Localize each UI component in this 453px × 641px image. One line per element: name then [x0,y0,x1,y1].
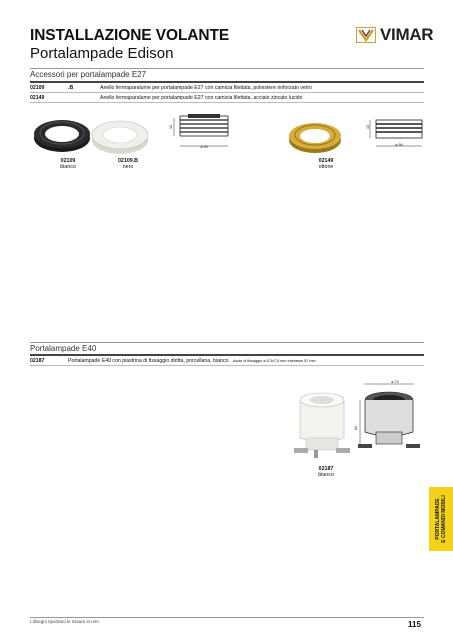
product-code: 02187 [318,466,334,472]
dimension-label: 84 [354,426,358,430]
product-color: nero [122,164,134,170]
section-tab [429,487,453,551]
section-heading-e27: Accessori per portalampade E27 [30,70,147,79]
row-suffix: .B [68,84,74,91]
product-color: bianco [318,472,334,478]
section-tab-label [435,495,447,543]
brass-ring-image [284,118,346,158]
product-code: 02109.B [117,158,139,164]
tab-line-1: PORTALAMPADE [435,498,441,540]
white-ring-image [88,116,152,158]
dimension-label: ø 55 [200,145,208,149]
section-heading-e40: Portalampade E40 [30,344,97,353]
table-row [30,93,424,102]
divider [30,365,424,366]
ring-dimension-drawing [364,112,426,158]
dimension-label: ø 56 [395,143,403,147]
product-caption [306,158,346,170]
page-number: 115 [408,620,421,629]
black-ring-image [30,116,94,156]
e40-lampholder-image [292,390,352,462]
row-description: Portalampade E40 con piastrina di fissaggio diritta, porcellana, bianco. [68,357,230,364]
e40-dimension-drawing [352,378,428,462]
brand-name: VIMAR [380,25,434,44]
table-row [30,83,424,92]
tab-line-2: E COMANDI MOBILI [441,495,447,543]
row-code: 02187 [30,357,45,364]
shield-icon [356,27,376,43]
divider [30,342,424,343]
footer-note: I disegni riportano le misure in mm [30,619,99,624]
page-title: INSTALLAZIONE VOLANTE [30,27,230,44]
divider [30,68,424,69]
divider [30,102,424,103]
dimension-label: 13 [366,125,370,129]
row-description: Anello fermaparalume per portalampade E27 con camicia filettata, acciaio zincato lucido [100,94,303,101]
product-color: bianco [60,164,76,170]
row-code: 02149 [30,94,45,101]
product-color: ottone [318,164,334,170]
divider [30,617,424,618]
product-code: 02149 [318,158,334,164]
ring-dimension-drawing [166,110,234,160]
table-row [30,356,424,365]
product-caption [108,158,148,170]
product-caption [48,158,88,170]
dimension-label: ø 74 [391,380,399,384]
dimension-label: 12 [169,125,173,129]
product-caption [306,466,346,478]
page-subtitle: Portalampade Edison [30,45,174,62]
brand-logo [356,25,433,45]
product-code: 02109 [60,158,76,164]
row-code: 02109 [30,84,45,91]
row-note: Asole di fissaggio ø 5,3x7,5 mm interasse 57 mm [232,358,316,363]
row-description: Anello fermaparalume per portalampade E27 con camicia filettata, poliestere rinforzato vetro [100,84,312,91]
